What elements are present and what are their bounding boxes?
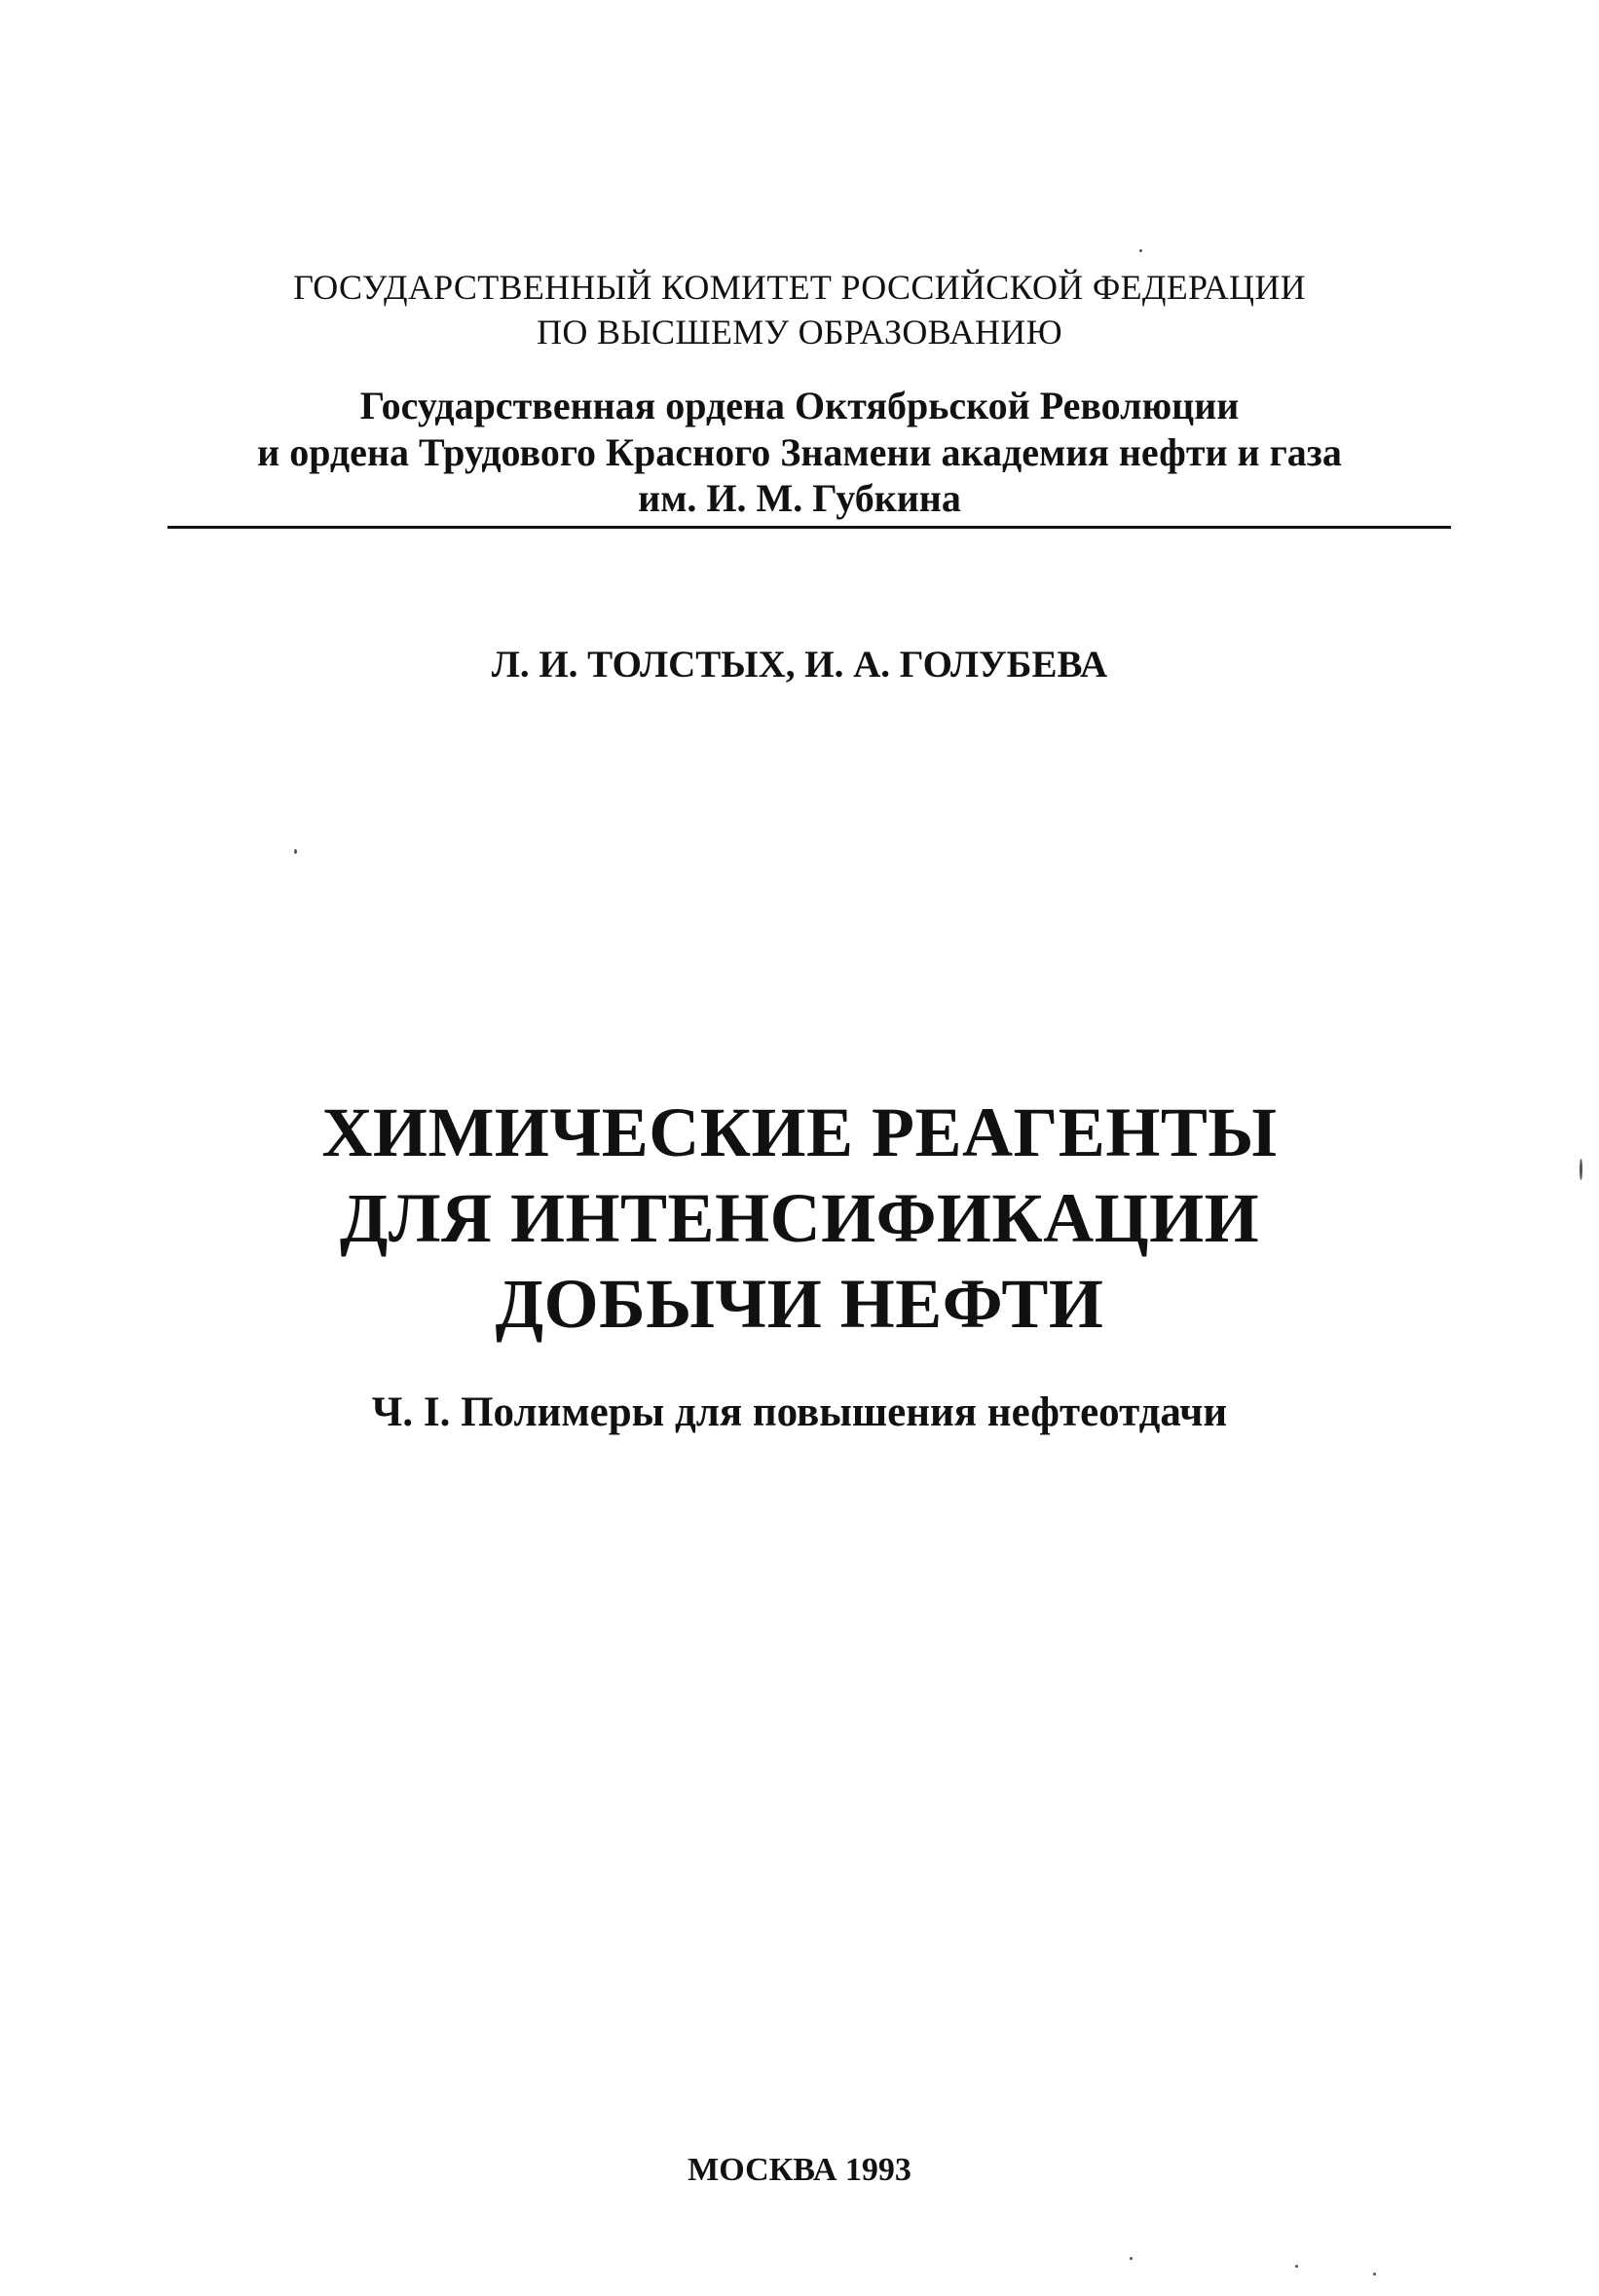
academy-line-3: им. И. М. Губкина <box>638 476 961 520</box>
academy-line-2: и ордена Трудового Красного Знамени академия нефти и газа <box>257 430 1342 474</box>
scan-speck <box>1130 2257 1133 2260</box>
committee-line-2: ПО ВЫСШЕМУ ОБРАЗОВАНИЮ <box>537 313 1062 352</box>
committee-line-1: ГОСУДАРСТВЕННЫЙ КОМИТЕТ РОССИЙСКОЙ ФЕДЕРАЦИИ <box>293 268 1306 307</box>
scan-speck <box>1139 249 1142 252</box>
subtitle: Ч. I. Полимеры для повышения нефтеотдачи <box>371 1389 1228 1435</box>
imprint: МОСКВА 1993 <box>688 2152 911 2188</box>
title-line-1: ХИМИЧЕСКИЕ РЕАГЕНТЫ <box>321 1093 1278 1171</box>
scan-speck <box>1295 2265 1298 2268</box>
title-line-2: ДЛЯ ИНТЕНСИФИКАЦИИ <box>339 1179 1260 1257</box>
scan-speck <box>1580 1159 1582 1180</box>
scan-speck <box>294 849 297 854</box>
authors: Л. И. ТОЛСТЫХ, И. А. ГОЛУБЕВА <box>491 644 1108 685</box>
header-divider <box>167 526 1451 529</box>
scan-speck <box>1373 2273 1376 2276</box>
academy-line-1: Государственная ордена Октябрьской Революции <box>359 384 1240 427</box>
title-line-3: ДОБЫЧИ НЕФТИ <box>495 1265 1104 1343</box>
